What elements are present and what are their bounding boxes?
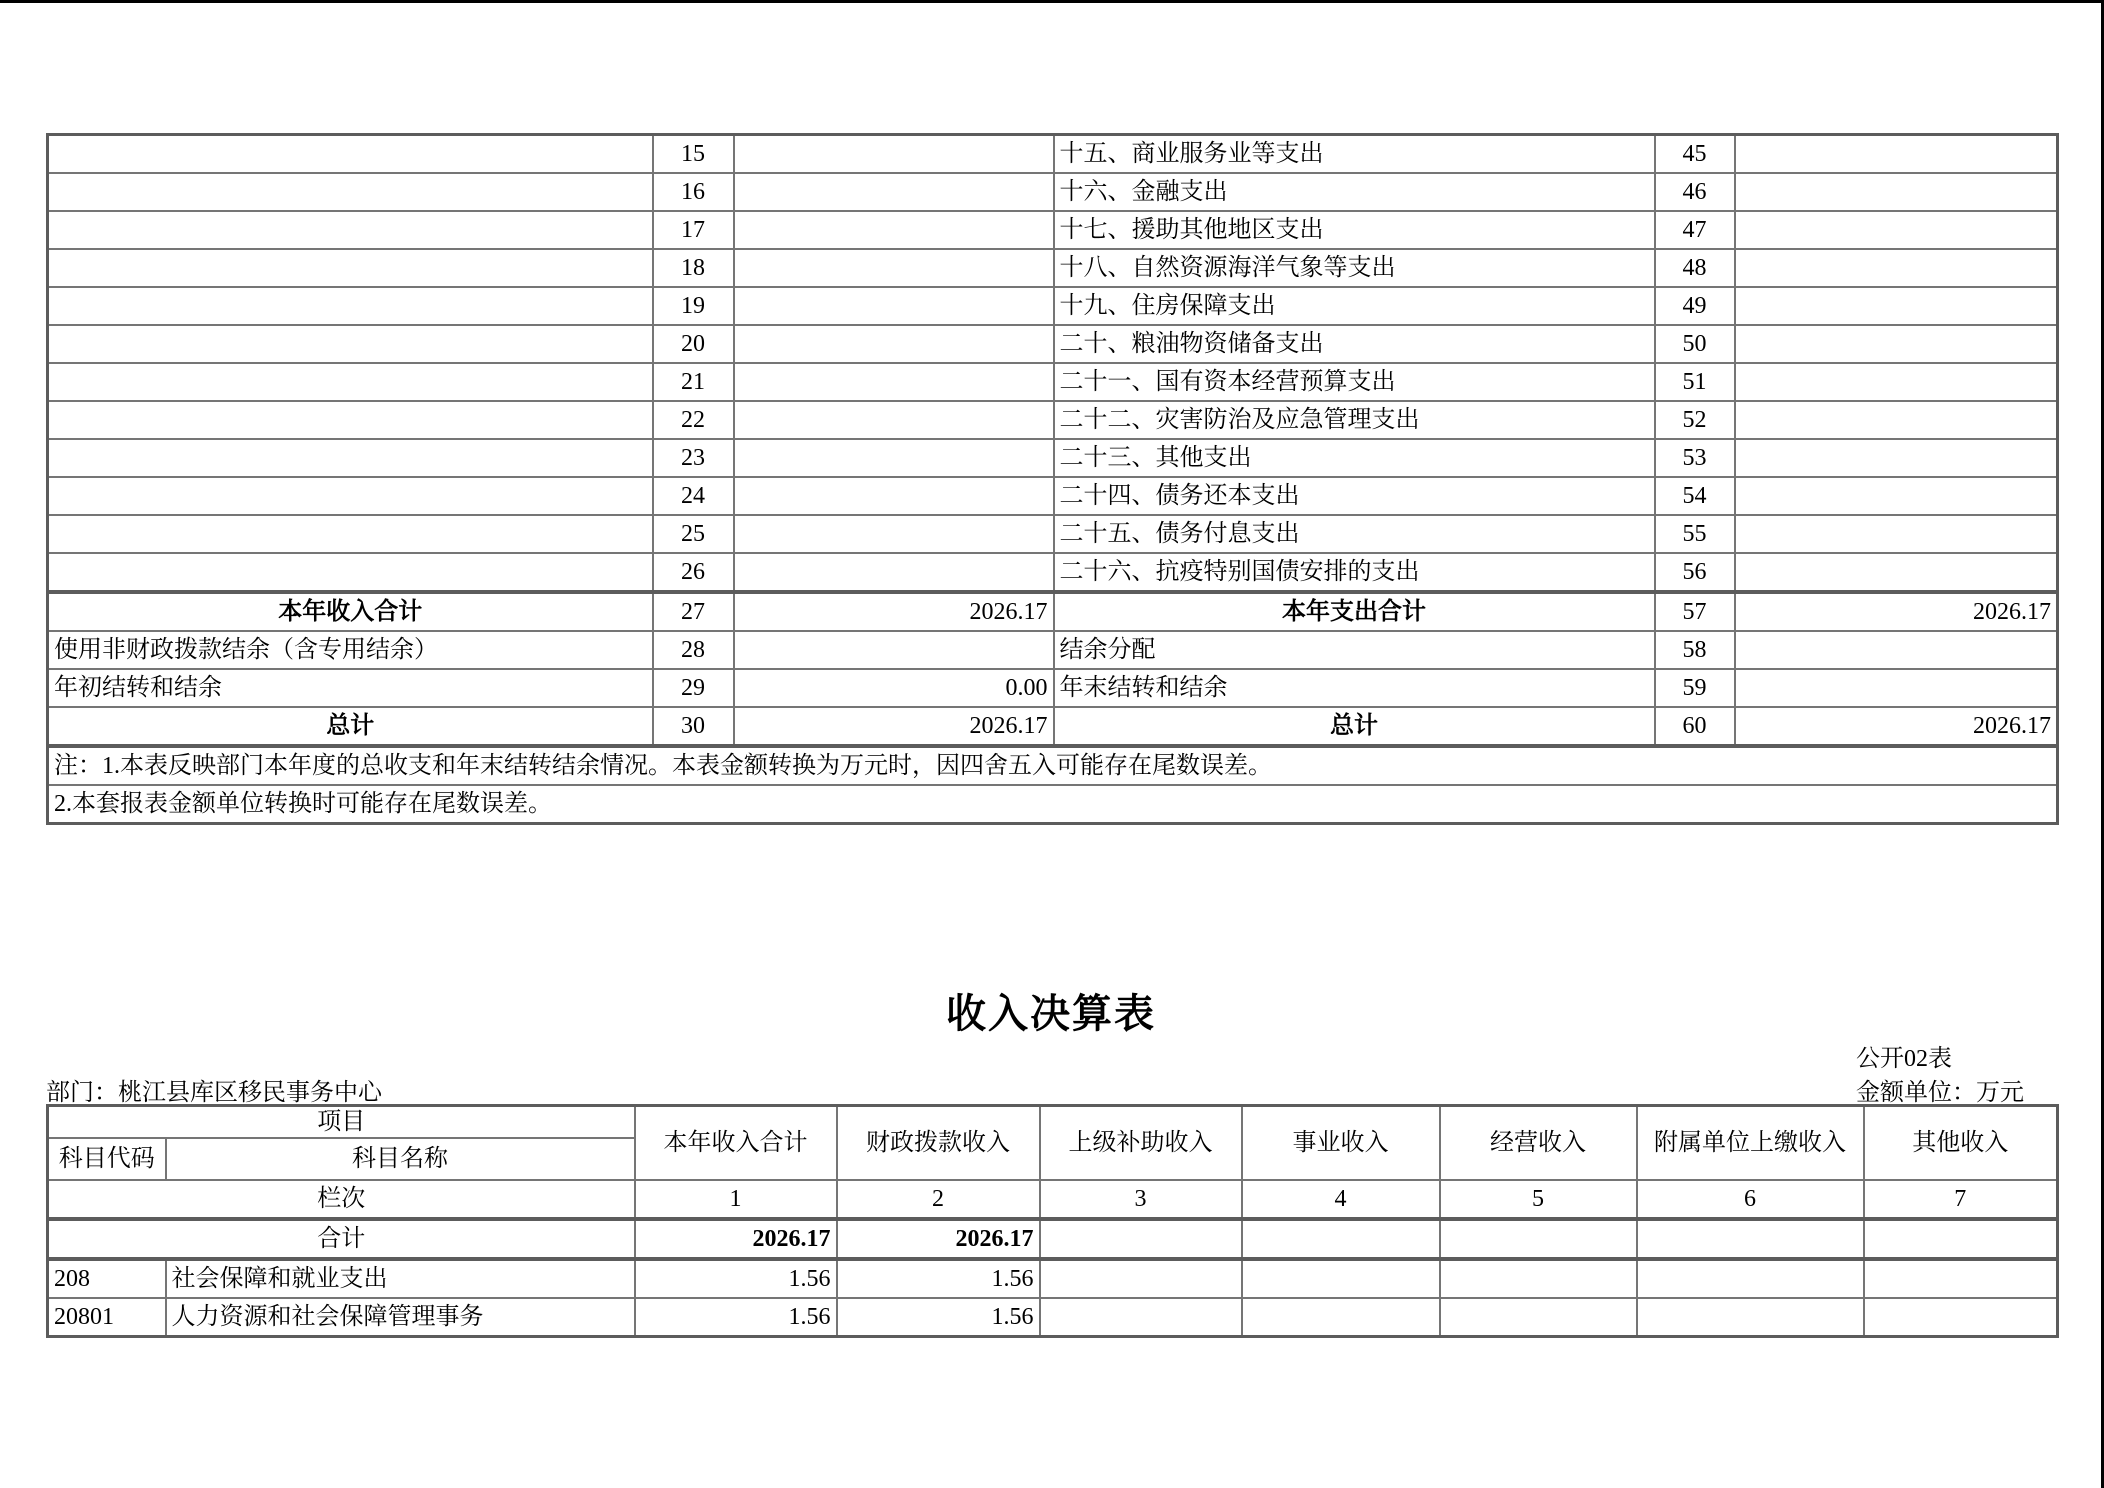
- expense-side-line-number-cell: 46: [1655, 173, 1735, 211]
- column-number-cell: 7: [1864, 1180, 2058, 1219]
- expense-side-line-number-cell: 49: [1655, 287, 1735, 325]
- expense-side-amount-cell: [1735, 363, 2058, 401]
- expense-side-amount-cell: [1735, 249, 2058, 287]
- expense-side-amount-cell: [1735, 669, 2058, 707]
- income-table-header: [48, 1106, 2058, 1260]
- balance-row: [48, 515, 2058, 553]
- income-side-line-number-cell: 24: [653, 477, 734, 515]
- column-number-cell: 4: [1242, 1180, 1440, 1219]
- total-amount-cell: [1440, 1219, 1637, 1259]
- income-side-label-cell: 年初结转和结余: [48, 669, 653, 707]
- expense-side-line-number-cell: 53: [1655, 439, 1735, 477]
- expense-side-amount-cell: 2026.17: [1735, 707, 2058, 746]
- page-top-edge: [0, 0, 2104, 3]
- income-column-number-row: [48, 1180, 2058, 1219]
- expense-side-amount-cell: [1735, 553, 2058, 592]
- expense-side-line-number-cell: 51: [1655, 363, 1735, 401]
- income-side-label-cell: [48, 439, 653, 477]
- expense-side-line-number-cell: 54: [1655, 477, 1735, 515]
- expense-side-amount-cell: [1735, 135, 2058, 174]
- income-side-line-number-cell: 26: [653, 553, 734, 592]
- expense-side-amount-cell: [1735, 439, 2058, 477]
- balance-row: [48, 325, 2058, 363]
- income-side-label-cell: [48, 401, 653, 439]
- note-text-cell: 注：1.本表反映部门本年度的总收支和年末结转结余情况。本表金额转换为万元时，因四舍五入可能存在尾数误差。: [48, 746, 2058, 785]
- expense-side-label-cell: 十九、住房保障支出: [1054, 287, 1655, 325]
- income-side-line-number-cell: 23: [653, 439, 734, 477]
- balance-note-row: [48, 746, 2058, 785]
- subject-name-cell: 人力资源和社会保障管理事务: [166, 1298, 635, 1337]
- income-amount-cell: [1864, 1259, 2058, 1298]
- income-side-amount-cell: [734, 173, 1054, 211]
- income-side-label-cell: 使用非财政拨款结余（含专用结余）: [48, 631, 653, 669]
- expense-side-label-cell: 十八、自然资源海洋气象等支出: [1054, 249, 1655, 287]
- income-side-line-number-cell: 28: [653, 631, 734, 669]
- expense-side-line-number-cell: 50: [1655, 325, 1735, 363]
- balance-row: [48, 211, 2058, 249]
- expense-side-line-number-cell: 52: [1655, 401, 1735, 439]
- income-side-label-cell: [48, 515, 653, 553]
- income-column-header-cell: 上级补助收入: [1040, 1106, 1242, 1181]
- column-number-cell: 1: [635, 1180, 837, 1219]
- balance-row: [48, 631, 2058, 669]
- income-side-amount-cell: 2026.17: [734, 592, 1054, 631]
- total-label-cell: 合计: [48, 1219, 635, 1259]
- expense-side-line-number-cell: 48: [1655, 249, 1735, 287]
- income-side-line-number-cell: 27: [653, 592, 734, 631]
- income-side-amount-cell: [734, 325, 1054, 363]
- expense-side-label-cell: 二十、粮油物资储备支出: [1054, 325, 1655, 363]
- income-amount-cell: [1242, 1259, 1440, 1298]
- expense-side-label-cell: 二十六、抗疫特别国债安排的支出: [1054, 553, 1655, 592]
- column-number-cell: 5: [1440, 1180, 1637, 1219]
- income-amount-cell: 1.56: [635, 1298, 837, 1337]
- total-amount-cell: [1864, 1219, 2058, 1259]
- income-data-row: [48, 1259, 2058, 1298]
- income-column-header-cell: 附属单位上缴收入: [1637, 1106, 1864, 1181]
- income-side-line-number-cell: 18: [653, 249, 734, 287]
- balance-note-row: [48, 785, 2058, 824]
- total-amount-cell: [1242, 1219, 1440, 1259]
- balance-row: [48, 173, 2058, 211]
- expense-side-label-cell: 总计: [1054, 707, 1655, 746]
- income-amount-cell: [1040, 1298, 1242, 1337]
- balance-row: [48, 401, 2058, 439]
- lanci-label-cell: 栏次: [48, 1180, 635, 1219]
- income-side-label-cell: [48, 211, 653, 249]
- income-side-label-cell: [48, 287, 653, 325]
- balance-row: [48, 553, 2058, 592]
- total-amount-cell: [1040, 1219, 1242, 1259]
- total-amount-cell: 2026.17: [635, 1219, 837, 1259]
- income-side-label-cell: [48, 325, 653, 363]
- income-side-label-cell: [48, 553, 653, 592]
- income-column-header-cell: 其他收入: [1864, 1106, 2058, 1181]
- income-side-label-cell: [48, 249, 653, 287]
- income-side-amount-cell: [734, 287, 1054, 325]
- column-number-cell: 6: [1637, 1180, 1864, 1219]
- expense-side-amount-cell: [1735, 211, 2058, 249]
- income-side-label-cell: 本年收入合计: [48, 592, 653, 631]
- expense-side-label-cell: 十五、商业服务业等支出: [1054, 135, 1655, 174]
- income-table-body: [48, 1259, 2058, 1337]
- income-side-label-cell: [48, 135, 653, 174]
- expense-side-line-number-cell: 59: [1655, 669, 1735, 707]
- expense-side-label-cell: 十六、金融支出: [1054, 173, 1655, 211]
- income-side-label-cell: 总计: [48, 707, 653, 746]
- balance-row: [48, 135, 2058, 174]
- expense-side-line-number-cell: 56: [1655, 553, 1735, 592]
- income-side-label-cell: [48, 477, 653, 515]
- department-label: 部门：桃江县库区移民事务中心: [46, 1080, 382, 1106]
- total-amount-cell: 2026.17: [837, 1219, 1040, 1259]
- income-side-label-cell: [48, 173, 653, 211]
- income-side-line-number-cell: 30: [653, 707, 734, 746]
- income-side-line-number-cell: 25: [653, 515, 734, 553]
- income-side-amount-cell: 0.00: [734, 669, 1054, 707]
- balance-row: [48, 439, 2058, 477]
- subject-code-header-cell: 科目代码: [48, 1138, 166, 1180]
- note-text-cell: 2.本套报表金额单位转换时可能存在尾数误差。: [48, 785, 2058, 824]
- income-side-amount-cell: [734, 631, 1054, 669]
- income-amount-cell: 1.56: [837, 1298, 1040, 1337]
- unit-label: 金额单位：万元: [1856, 1080, 2024, 1106]
- expense-side-label-cell: 二十一、国有资本经营预算支出: [1054, 363, 1655, 401]
- income-side-amount-cell: [734, 135, 1054, 174]
- income-amount-cell: 1.56: [837, 1259, 1040, 1298]
- income-amount-cell: [1637, 1259, 1864, 1298]
- income-side-line-number-cell: 21: [653, 363, 734, 401]
- income-side-line-number-cell: 20: [653, 325, 734, 363]
- balance-summary-table: [46, 133, 2059, 825]
- income-total-row: [48, 1219, 2058, 1259]
- income-side-amount-cell: [734, 553, 1054, 592]
- balance-row: [48, 707, 2058, 746]
- expense-side-label-cell: 十七、援助其他地区支出: [1054, 211, 1655, 249]
- expense-side-amount-cell: [1735, 325, 2058, 363]
- balance-table-body: [48, 135, 2058, 747]
- balance-row: [48, 363, 2058, 401]
- expense-side-line-number-cell: 57: [1655, 592, 1735, 631]
- income-amount-cell: [1440, 1298, 1637, 1337]
- income-amount-cell: [1637, 1298, 1864, 1337]
- balance-row: [48, 669, 2058, 707]
- expense-side-line-number-cell: 55: [1655, 515, 1735, 553]
- income-side-amount-cell: [734, 249, 1054, 287]
- expense-side-label-cell: 二十三、其他支出: [1054, 439, 1655, 477]
- income-amount-cell: [1040, 1259, 1242, 1298]
- expense-side-label-cell: 结余分配: [1054, 631, 1655, 669]
- income-side-line-number-cell: 16: [653, 173, 734, 211]
- total-amount-cell: [1637, 1219, 1864, 1259]
- income-header-row-project: [48, 1106, 2058, 1139]
- income-side-line-number-cell: 15: [653, 135, 734, 174]
- subject-name-header-cell: 科目名称: [166, 1138, 635, 1180]
- expense-side-amount-cell: [1735, 515, 2058, 553]
- balance-table-notes: [48, 746, 2058, 824]
- income-side-amount-cell: [734, 363, 1054, 401]
- income-amount-cell: [1440, 1259, 1637, 1298]
- expense-side-label-cell: 本年支出合计: [1054, 592, 1655, 631]
- income-side-amount-cell: [734, 477, 1054, 515]
- balance-row: [48, 249, 2058, 287]
- form-code-label: 公开02表: [1856, 1046, 1952, 1072]
- expense-side-amount-cell: [1735, 631, 2058, 669]
- expense-side-amount-cell: [1735, 401, 2058, 439]
- expense-side-line-number-cell: 58: [1655, 631, 1735, 669]
- income-side-line-number-cell: 19: [653, 287, 734, 325]
- column-number-cell: 2: [837, 1180, 1040, 1219]
- expense-side-line-number-cell: 47: [1655, 211, 1735, 249]
- expense-side-label-cell: 年末结转和结余: [1054, 669, 1655, 707]
- income-table-title: 收入决算表: [946, 991, 1156, 1036]
- expense-side-label-cell: 二十五、债务付息支出: [1054, 515, 1655, 553]
- income-data-row: [48, 1298, 2058, 1337]
- expense-side-label-cell: 二十二、灾害防治及应急管理支出: [1054, 401, 1655, 439]
- income-statement-table: [46, 1104, 2059, 1338]
- expense-side-amount-cell: [1735, 477, 2058, 515]
- income-column-header-cell: 本年收入合计: [635, 1106, 837, 1181]
- income-side-line-number-cell: 29: [653, 669, 734, 707]
- income-side-amount-cell: [734, 401, 1054, 439]
- income-side-amount-cell: [734, 515, 1054, 553]
- income-column-header-cell: 事业收入: [1242, 1106, 1440, 1181]
- income-column-header-cell: 财政拨款收入: [837, 1106, 1040, 1181]
- income-amount-cell: [1864, 1298, 2058, 1337]
- project-header-cell: 项目: [48, 1106, 635, 1139]
- column-number-cell: 3: [1040, 1180, 1242, 1219]
- subject-code-cell: 20801: [48, 1298, 166, 1337]
- income-side-amount-cell: [734, 211, 1054, 249]
- expense-side-line-number-cell: 60: [1655, 707, 1735, 746]
- expense-side-line-number-cell: 45: [1655, 135, 1735, 174]
- balance-row: [48, 477, 2058, 515]
- subject-code-cell: 208: [48, 1259, 166, 1298]
- income-column-header-cell: 经营收入: [1440, 1106, 1637, 1181]
- balance-row: [48, 287, 2058, 325]
- expense-side-amount-cell: 2026.17: [1735, 592, 2058, 631]
- expense-side-amount-cell: [1735, 287, 2058, 325]
- subject-name-cell: 社会保障和就业支出: [166, 1259, 635, 1298]
- income-side-amount-cell: 2026.17: [734, 707, 1054, 746]
- income-side-line-number-cell: 17: [653, 211, 734, 249]
- income-side-line-number-cell: 22: [653, 401, 734, 439]
- income-side-amount-cell: [734, 439, 1054, 477]
- balance-row: [48, 592, 2058, 631]
- income-amount-cell: 1.56: [635, 1259, 837, 1298]
- expense-side-label-cell: 二十四、债务还本支出: [1054, 477, 1655, 515]
- income-side-label-cell: [48, 363, 653, 401]
- expense-side-amount-cell: [1735, 173, 2058, 211]
- income-amount-cell: [1242, 1298, 1440, 1337]
